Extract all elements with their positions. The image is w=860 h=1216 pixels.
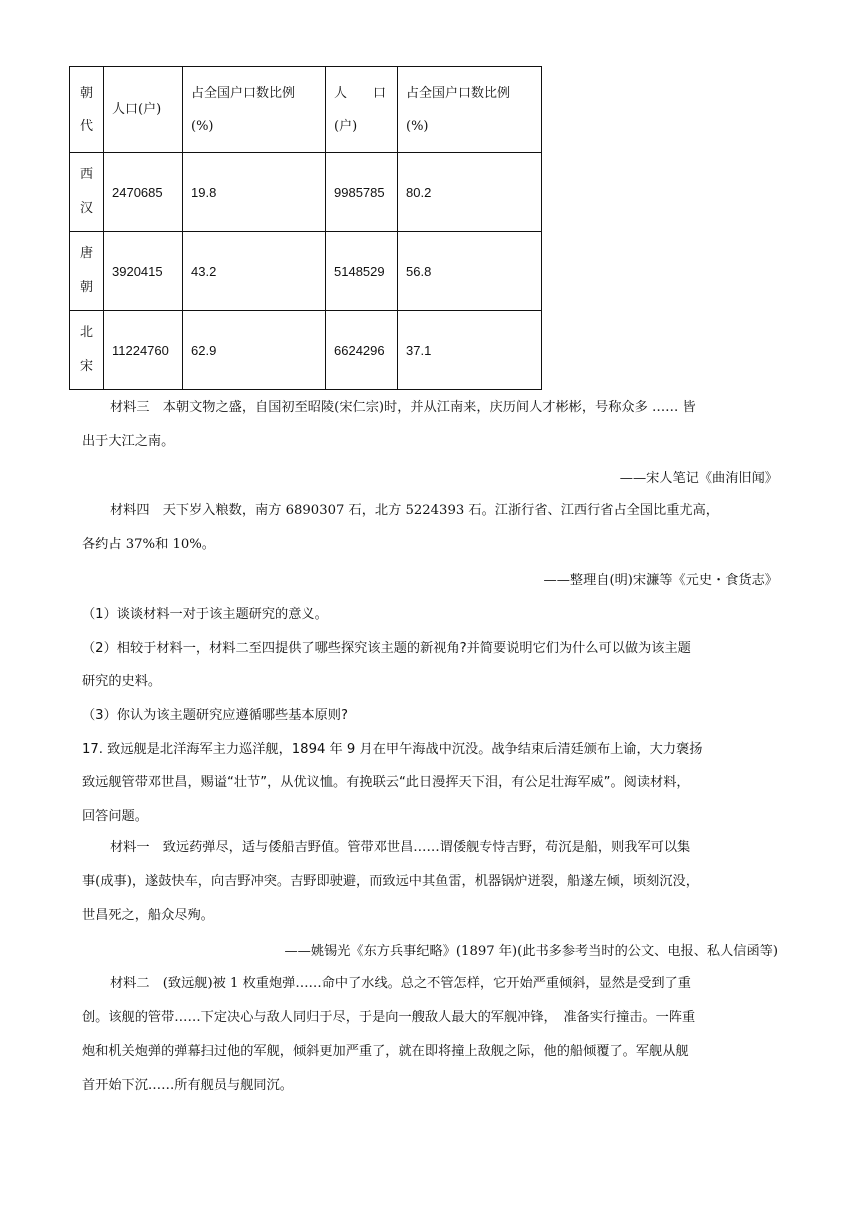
dynasty-char: 北: [79, 325, 93, 340]
material3-line1: 材料三 本朝文物之盛，自国初至昭陵(宋仁宗)时，并从江南来，庆历间人才彬彬，号称众多 …… 皆: [110, 400, 696, 415]
header-pop1: [104, 67, 183, 153]
material3-source: ——宋人笔记《曲洧旧闻》: [619, 471, 778, 486]
cell-ratio1: 19.8: [183, 153, 326, 232]
header-pop2-line1: 人 口: [334, 85, 387, 101]
header-ratio1-line2: (%): [191, 118, 214, 134]
cell-pop2: 6624296: [326, 311, 398, 390]
cell-dynasty: [70, 232, 104, 311]
cell-pop2: 9985785: [326, 153, 398, 232]
header-ratio1: [183, 67, 326, 153]
material4-line2: 各约占 37%和 10%。: [82, 537, 215, 552]
cell-dynasty: [70, 153, 104, 232]
dynasty-char: 宋: [79, 359, 93, 374]
q17-line2: 致远舰管带邓世昌，赐谥“壮节”，从优议恤。有挽联云“此日漫挥天下泪，有公足壮海军威”。阅读材料，: [82, 775, 690, 790]
q17-material2-line1: 材料二 (致远舰)被 1 枚重炮弹……命中了水线。总之不管怎样，它开始严重倾斜，显然是受到了重: [110, 976, 691, 991]
question-2-line1: （2）相较于材料一，材料二至四提供了哪些探究该主题的新视角?并简要说明它们为什么可以做为该主题: [82, 641, 691, 656]
header-ratio1-line1: 占全国户口数比例: [191, 85, 296, 101]
q17-material1-line1: 材料一 致远药弹尽，适与倭船吉野值。管带邓世昌……谓倭舰专恃吉野，苟沉是船，则我军可以集: [110, 840, 691, 855]
header-dynasty: [70, 67, 104, 153]
cell-dynasty: [70, 311, 104, 390]
material3-line2: 出于大江之南。: [82, 434, 175, 449]
population-table: [69, 66, 542, 390]
cell-ratio1: 62.9: [183, 311, 326, 390]
material4-source: ——整理自(明)宋濂等《元史・食货志》: [543, 573, 778, 588]
cell-pop1: 11224760: [104, 311, 183, 390]
table-row: [70, 232, 542, 311]
q17-material1-source: ——姚锡光《东方兵事纪略》(1897 年)(此书多参考当时的公文、电报、私人信函等): [284, 944, 778, 959]
header-pop1-text: 人口(户): [112, 102, 162, 117]
q17-material2-line2: 创。该舰的管带……下定决心与敌人同归于尽，于是向一艘敌人最大的军舰冲锋， 准备实行撞击。一阵重: [82, 1010, 696, 1025]
cell-ratio2: 80.2: [398, 153, 542, 232]
dynasty-char: 唐: [79, 246, 93, 261]
q17-material2-line4: 首开始下沉……所有舰员与舰同沉。: [82, 1078, 293, 1093]
q17-line1: 17. 致远舰是北洋海军主力巡洋舰，1894 年 9 月在甲午海战中沉没。战争结束后清廷颁布上谕，大力褒扬: [82, 742, 703, 757]
dynasty-char: 朝: [79, 280, 93, 295]
header-ratio2: [398, 67, 542, 153]
dynasty-char: 汉: [79, 201, 93, 216]
cell-pop1: 2470685: [104, 153, 183, 232]
cell-pop1: 3920415: [104, 232, 183, 311]
table-row: [70, 311, 542, 390]
header-dynasty-line2: 代: [79, 118, 93, 134]
question-2-line2: 研究的史料。: [82, 674, 162, 689]
q17-material2-line3: 炮和机关炮弹的弹幕扫过他的军舰，倾斜更加严重了，就在即将撞上敌舰之际，他的船倾覆了。军舰从舰: [82, 1044, 689, 1059]
material4-line1: 材料四 天下岁入粮数，南方 6890307 石，北方 5224393 石。江浙行省、江西行省占全国比重尤高，: [110, 503, 719, 518]
header-ratio2-line1: 占全国户口数比例: [406, 85, 511, 101]
table-header-row: [70, 67, 542, 153]
question-3: （3）你认为该主题研究应遵循哪些基本原则?: [82, 708, 348, 723]
q17-material1-line3: 世昌死之，船众尽殉。: [82, 908, 214, 923]
cell-pop2: 5148529: [326, 232, 398, 311]
table-row: [70, 153, 542, 232]
cell-ratio2: 37.1: [398, 311, 542, 390]
header-pop2: [326, 67, 398, 153]
q17-material1-line2: 事(成事)，遂鼓快车，向吉野冲突。吉野即驶避，而致远中其鱼雷，机器锅炉迸裂，船遂左倾，顷刻沉没，: [82, 874, 699, 889]
header-pop2-line2: (户): [334, 118, 358, 134]
cell-ratio1: 43.2: [183, 232, 326, 311]
header-ratio2-line2: (%): [406, 118, 429, 134]
q17-line3: 回答问题。: [82, 809, 148, 824]
dynasty-char: 西: [79, 167, 93, 182]
cell-ratio2: 56.8: [398, 232, 542, 311]
header-dynasty-line1: 朝: [79, 85, 93, 101]
question-1: （1）谈谈材料一对于该主题研究的意义。: [82, 607, 328, 622]
